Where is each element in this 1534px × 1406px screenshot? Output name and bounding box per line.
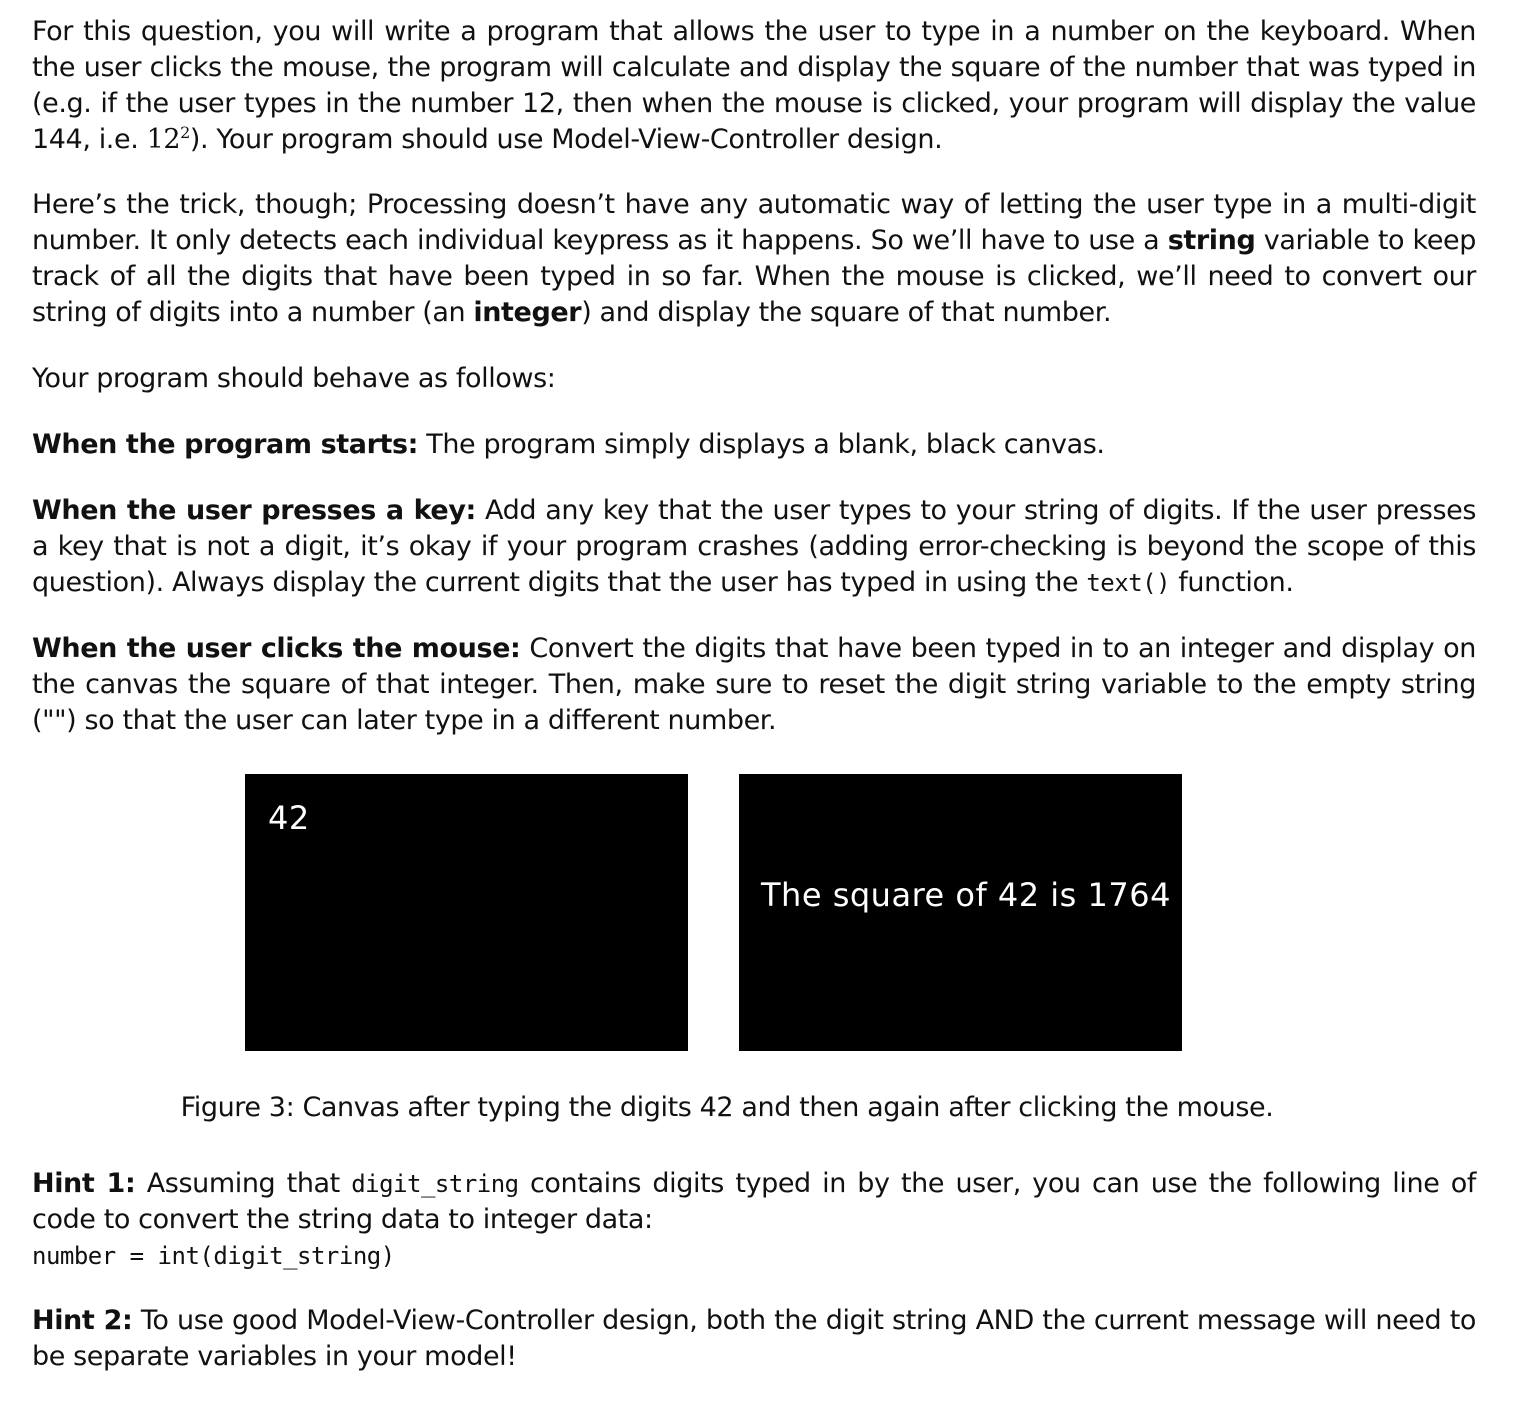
intro-text: ). Your program should use Model-View-Controller design. [189, 124, 943, 155]
inline-code: digit_string [351, 1170, 519, 1198]
behaviour-text: Add any key that the user types to your string of digits. If the user presses a key that is not a digit, it’s okay if your program crashes (adding error-checking is beyond the scope of this question). Always display the current digits that the user has typed in using the [32, 495, 1476, 598]
bold-term-string: string [1167, 225, 1256, 256]
behaviour-text: The program simply displays a blank, black canvas. [418, 429, 1105, 460]
intro-text: variable to keep track of all the digits that have been typed in so far. When the mouse is clicked, we’ll need to convert our string of digits into a number (an [32, 225, 1476, 328]
canvas-after-typing [245, 774, 688, 1051]
hint-label: Hint 2: [32, 1305, 133, 1336]
math-exponent: 2 [180, 123, 190, 142]
math-base: 12 [146, 124, 181, 155]
hint-1 [32, 1166, 1476, 1238]
square-message: The square of 42 is 1764 [761, 876, 1171, 914]
figure-caption: Figure 3: Canvas after typing the digits 42 and then again after clicking the mouse. [180, 1092, 1274, 1123]
hint-text: Assuming that [135, 1168, 352, 1199]
typed-digits: 42 [268, 799, 310, 837]
question-text [32, 14, 1476, 739]
math-expression [147, 124, 190, 155]
intro-paragraph-2 [32, 187, 1476, 331]
canvas-after-click [739, 774, 1182, 1051]
code-snippet: number = int(digit_string) [32, 1242, 395, 1270]
behaviour-label: When the user presses a key: [32, 495, 476, 526]
hint-2 [32, 1303, 1476, 1375]
behaviour-click [32, 631, 1476, 739]
hint-text: contains digits typed in by the user, you can use the following line of code to convert the string data to integer data: [32, 1168, 1476, 1235]
intro-paragraph-3: Your program should behave as follows: [32, 363, 556, 394]
hint-text: To use good Model-View-Controller design, both the digit string AND the current message will need to be separate variables in your model! [32, 1305, 1477, 1372]
intro-text: For this question, you will write a program that allows the user to type in a number on the keyboard. When the user clicks the mouse, the program will calculate and display the square of the number that was typed in (e.g. if the user types in the number 12, then when the mouse is clicked, your program will display the value 144, i.e. [32, 16, 1476, 155]
behaviour-text: Convert the digits that have been typed in to an integer and display on the canvas the square of that integer. Then, make sure to reset the digit string variable to the empty string ("") so that the user can later type in a different number. [32, 633, 1476, 736]
figure-canvases [245, 774, 1182, 1051]
bold-term-integer: integer [473, 297, 582, 328]
behaviour-label: When the user clicks the mouse: [32, 633, 521, 664]
behaviour-start [32, 427, 1476, 463]
intro-text: Here’s the trick, though; Processing doesn’t have any automatic way of letting the user type in a multi-digit number. It only detects each individual keypress as it happens. So we’ll have to use a [32, 189, 1476, 256]
behaviour-label: When the program starts: [32, 429, 419, 460]
intro-paragraph-1 [32, 14, 1476, 158]
hint-label: Hint 1: [32, 1168, 136, 1199]
inline-code: text() [1086, 569, 1171, 597]
behaviour-text: function. [1170, 567, 1294, 598]
intro-text: ) and display the square of that number. [581, 297, 1112, 328]
hints [32, 1166, 1476, 1375]
behaviour-keypress [32, 493, 1476, 601]
